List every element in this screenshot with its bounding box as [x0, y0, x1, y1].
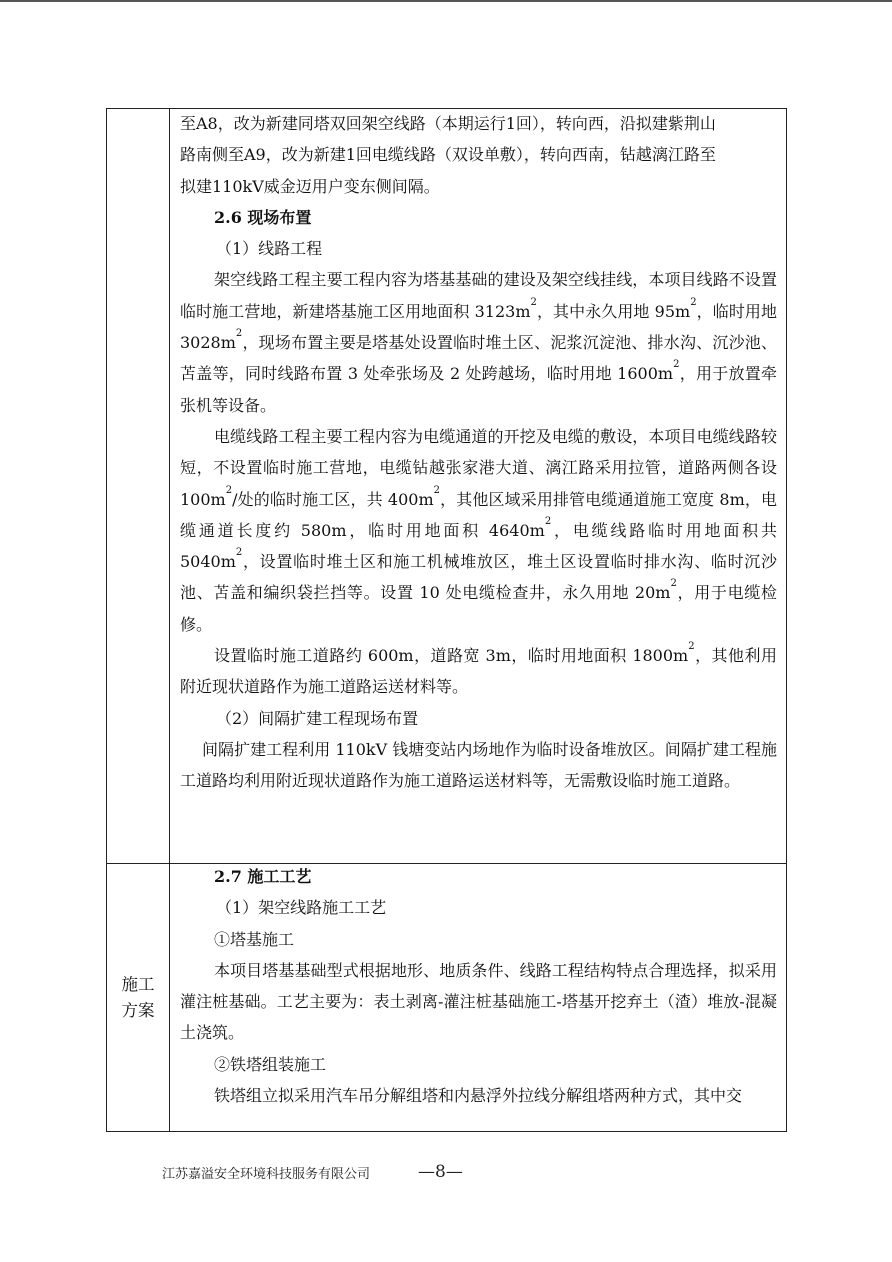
tower-foundation-paragraph: 本项目塔基基础型式根据地形、地质条件、线路工程结构特点合理选择，拟采用灌注桩基础。工艺主要为：表土剥离-灌注桩基础施工-塔基开挖弃土（渣）堆放-混凝土浇筑。	[180, 960, 777, 1043]
subsection-title: （1）线路工程	[216, 239, 323, 259]
bay-expansion-paragraph: 间隔扩建工程利用 110kV 钱塘变站内场地作为临时设备堆放区。间隔扩建工程施工道路均利用附近现状道路作为施工道路运送材料等，无需敷设临时施工道路。	[180, 739, 777, 791]
section-heading: 2.7 施工工艺	[214, 867, 312, 886]
label-cell-empty	[107, 109, 170, 864]
top-border-line	[0, 0, 892, 2]
item-title: ②铁塔组装施工	[214, 1054, 327, 1074]
route-text-line: 拟建110kV威金迈用户变东侧间隔。	[180, 176, 440, 196]
label-line: 方案	[121, 1000, 155, 1020]
cable-line-paragraph: 电缆线路工程主要工程内容为电缆通道的开挖及电缆的敷设，本项目电缆线路较短，不设置临时施工营地，电缆钻越张家港大道、漓江路采用拉管，道路两侧各设 $100m^2/$处的临时施工区，共 $400m^2$，其他区域采用排管电缆通道施工宽度 8m，电缆通道长度约 580m，临时用地面积 $4640m^2$，电缆线路临时用地面积共 $5040m^2$，设置临时堆土区和施工机械堆放区，堆土区设置临时排水沟、临时沉沙池、苫盖和编织袋拦挡等。设置 10 处电缆检查井，永久用地 $20m^2$，用于电缆检修。	[180, 426, 777, 634]
page-number: —8—	[418, 1162, 463, 1182]
table-row	[107, 864, 787, 1132]
content-table	[106, 108, 787, 1132]
route-text-line: 路南侧至A9，改为新建1回电缆线路（双设单敷），转向西南，钻越漓江路至	[180, 145, 716, 165]
label-line: 施工	[121, 974, 155, 994]
content-cell	[170, 864, 787, 1132]
section-heading: 2.6 现场布置	[214, 207, 312, 227]
item-title: ①塔基施工	[214, 929, 295, 949]
temporary-road-paragraph: 设置临时施工道路约 600m，道路宽 3m，临时用地面积 $1800m^2$，其他利用附近现状道路作为施工道路运送材料等。	[180, 641, 777, 697]
footer-company-name: 江苏嘉溢安全环境科技服务有限公司	[162, 1167, 371, 1182]
table-row	[107, 109, 787, 864]
tower-assembly-paragraph: 铁塔组立拟采用汽车吊分解组塔和内悬浮外拉线分解组塔两种方式，其中交	[214, 1086, 743, 1106]
content-cell	[170, 109, 787, 864]
route-text-line: 至A8，改为新建同塔双回架空线路（本期运行1回），转向西，沿拟建紫荆山	[180, 114, 716, 133]
subsection-title: （1）架空线路施工工艺	[216, 898, 387, 918]
construction-plan-label-cell	[107, 864, 170, 1132]
overhead-line-paragraph: 架空线路工程主要工程内容为塔基基础的建设及架空线挂线，本项目线路不设置临时施工营地，新建塔基施工区用地面积 $3123m^2$，其中永久用地 $95m^2$，临时用地 $3028m^2$，现场布置主要是塔基处设置临时堆土区、泥浆沉淀池、排水沟、沉沙池、苫盖等，同时线路布置 3 处牵张场及 2 处跨越场，临时用地 $1600m^2$，用于放置牵张机等设备。	[180, 270, 777, 415]
subsection-title: （2）间隔扩建工程现场布置	[216, 708, 419, 728]
